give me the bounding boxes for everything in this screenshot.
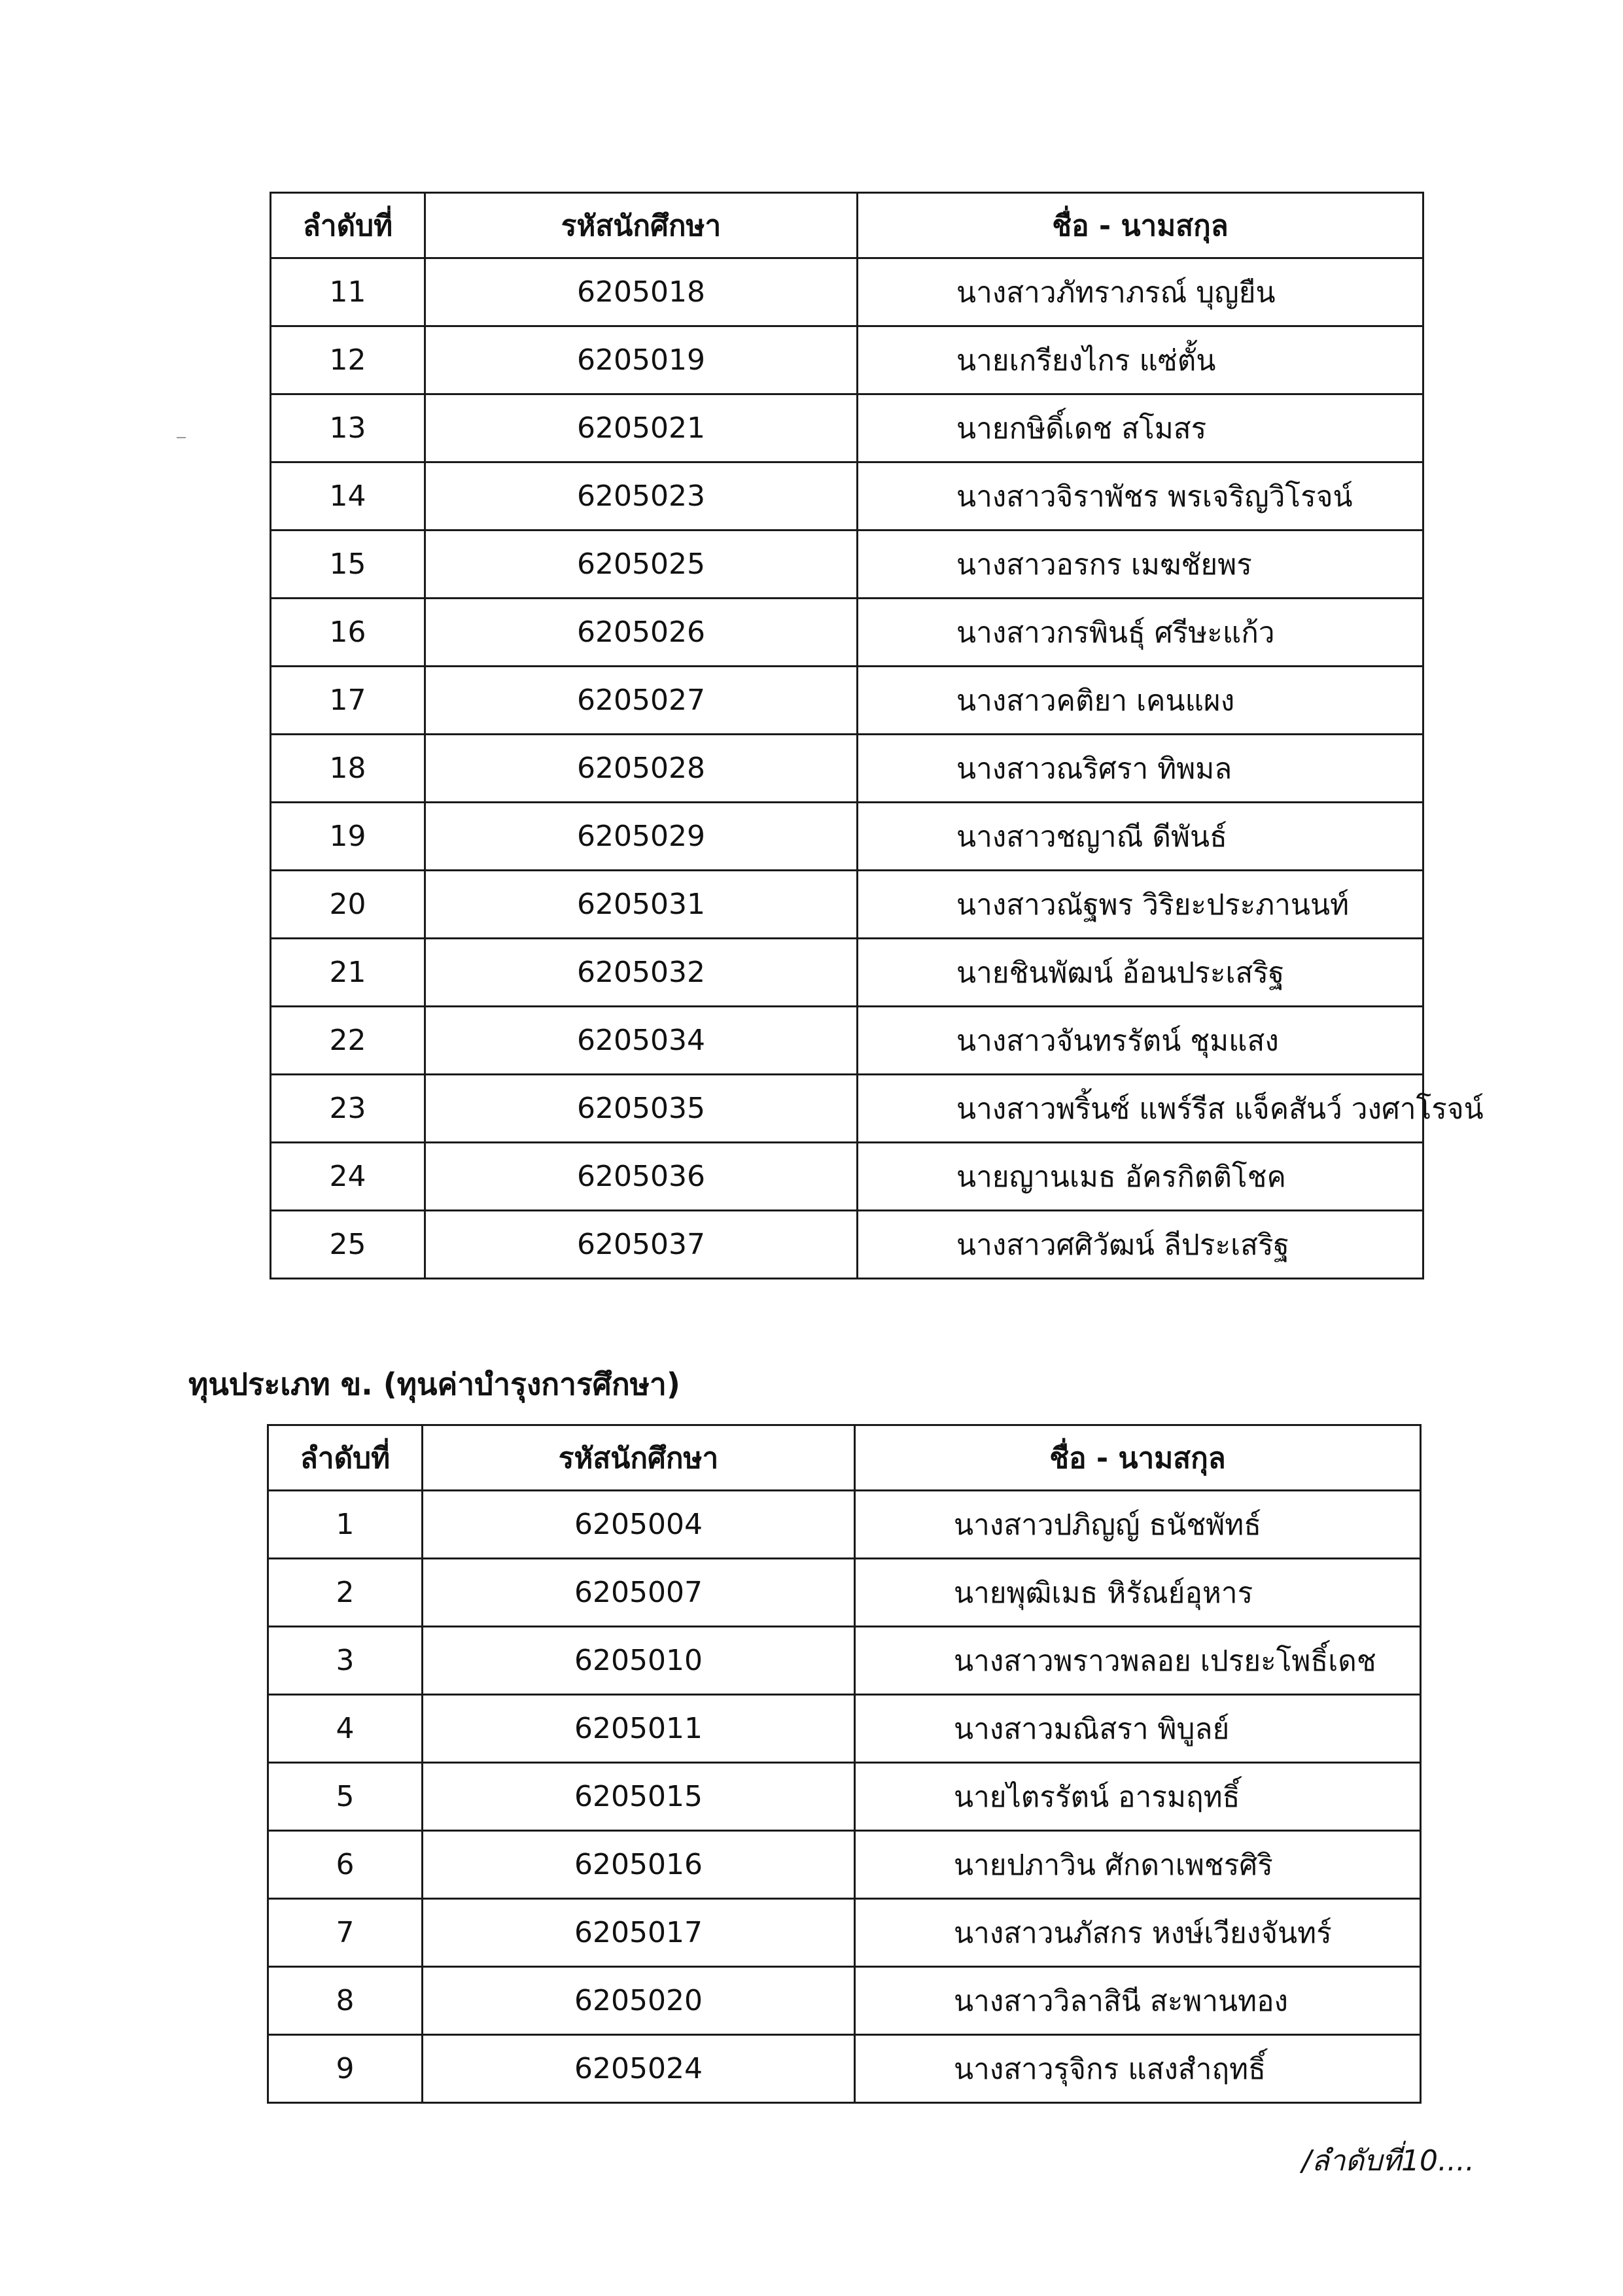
- table-row: [271, 1075, 1423, 1143]
- row-full-name: นายเกรียงไกร แซ่ตั้น: [858, 326, 1423, 394]
- header-student-id: รหัสนักศึกษา: [423, 1425, 855, 1491]
- table-row: [271, 462, 1423, 531]
- row-full-name: นางสาวจันทรรัตน์ ชุมแสง: [858, 1007, 1423, 1075]
- table-row: [268, 1627, 1421, 1695]
- table-row: [268, 1899, 1421, 1967]
- header-order: ลำดับที่: [268, 1425, 423, 1491]
- section-heading-scholarship-b: ทุนประเภท ข. (ทุนค่าบำรุงการศึกษา): [188, 1366, 680, 1402]
- row-full-name: นางสาวพราวพลอย เปรยะโพธิ์เดช: [855, 1627, 1421, 1695]
- row-order: 21: [271, 939, 425, 1007]
- row-full-name: นางสาวชญาณี ดีพันธ์: [858, 803, 1423, 871]
- table-row: [271, 326, 1423, 394]
- row-full-name: นางสาวอรกร เมฆชัยพร: [858, 531, 1423, 599]
- row-order: 25: [271, 1211, 425, 1279]
- row-student-id: 6205034: [425, 1007, 858, 1075]
- row-student-id: 6205018: [425, 258, 858, 326]
- continuation-note: /ลำดับที่10....: [1302, 2144, 1475, 2178]
- table-row: [268, 1763, 1421, 1831]
- row-full-name: นายพุฒิเมธ หิรัณย์อุหาร: [855, 1559, 1421, 1627]
- table-row: [268, 2035, 1421, 2103]
- row-order: 19: [271, 803, 425, 871]
- header-full-name: ชื่อ - นามสกุล: [858, 193, 1423, 258]
- table-row: [271, 735, 1423, 803]
- row-student-id: 6205023: [425, 462, 858, 531]
- row-student-id: 6205028: [425, 735, 858, 803]
- row-order: 14: [271, 462, 425, 531]
- row-full-name: นางสาวรุจิกร แสงสำฤทธิ์: [855, 2035, 1421, 2103]
- row-full-name: นายกษิดิ์เดช สโมสร: [858, 394, 1423, 462]
- table-row: [271, 531, 1423, 599]
- table-row: [268, 1695, 1421, 1763]
- row-order: 4: [268, 1695, 423, 1763]
- row-student-id: 6205015: [423, 1763, 855, 1831]
- row-student-id: 6205019: [425, 326, 858, 394]
- row-order: 13: [271, 394, 425, 462]
- row-order: 23: [271, 1075, 425, 1143]
- row-order: 1: [268, 1491, 423, 1559]
- row-order: 24: [271, 1143, 425, 1211]
- row-student-id: 6205029: [425, 803, 858, 871]
- table-row: [271, 1007, 1423, 1075]
- row-order: 12: [271, 326, 425, 394]
- row-full-name: นายชินพัฒน์ อ้อนประเสริฐ: [858, 939, 1423, 1007]
- table-row: [271, 871, 1423, 939]
- table-row: [271, 599, 1423, 667]
- table-row: [271, 667, 1423, 735]
- row-order: 11: [271, 258, 425, 326]
- table-header-row: [268, 1425, 1421, 1491]
- row-full-name: นางสาวภัทราภรณ์ บุญยืน: [858, 258, 1423, 326]
- table-row: [271, 1143, 1423, 1211]
- row-full-name: นายญานเมธ อัครกิตติโชค: [858, 1143, 1423, 1211]
- row-student-id: 6205010: [423, 1627, 855, 1695]
- row-student-id: 6205016: [423, 1831, 855, 1899]
- table-row: [268, 1559, 1421, 1627]
- row-order: 7: [268, 1899, 423, 1967]
- row-full-name: นายปภาวิน ศักดาเพชรศิริ: [855, 1831, 1421, 1899]
- row-student-id: 6205024: [423, 2035, 855, 2103]
- table-row: [268, 1967, 1421, 2035]
- row-order: 3: [268, 1627, 423, 1695]
- row-full-name: นางสาวจิราพัชร พรเจริญวิโรจน์: [858, 462, 1423, 531]
- row-order: 8: [268, 1967, 423, 2035]
- row-full-name: นางสาวนภัสกร หงษ์เวียงจันทร์: [855, 1899, 1421, 1967]
- table-row: [271, 258, 1423, 326]
- student-table-scholarship-b: [267, 1424, 1422, 2104]
- row-full-name: นางสาวกรพินธุ์ ศรีษะแก้ว: [858, 599, 1423, 667]
- header-full-name: ชื่อ - นามสกุล: [855, 1425, 1421, 1491]
- row-student-id: 6205037: [425, 1211, 858, 1279]
- table-row: [271, 803, 1423, 871]
- row-student-id: 6205020: [423, 1967, 855, 2035]
- table-row: [268, 1491, 1421, 1559]
- row-student-id: 6205032: [425, 939, 858, 1007]
- table-header-row: [271, 193, 1423, 258]
- row-order: 16: [271, 599, 425, 667]
- row-full-name: นางสาววิลาสินี สะพานทอง: [855, 1967, 1421, 2035]
- row-full-name: นางสาวพริ้นซ์ แพร์รีส แจ็คสันว์ วงศาโรจน์: [858, 1075, 1423, 1143]
- row-full-name: นางสาวณัฐพร วิริยะประภานนท์: [858, 871, 1423, 939]
- row-student-id: 6205004: [423, 1491, 855, 1559]
- row-full-name: นางสาวศศิวัฒน์ ลีประเสริฐ: [858, 1211, 1423, 1279]
- row-order: 18: [271, 735, 425, 803]
- header-student-id: รหัสนักศึกษา: [425, 193, 858, 258]
- row-order: 15: [271, 531, 425, 599]
- row-student-id: 6205021: [425, 394, 858, 462]
- row-student-id: 6205026: [425, 599, 858, 667]
- row-full-name: นางสาวณริศรา ทิพมล: [858, 735, 1423, 803]
- header-order: ลำดับที่: [271, 193, 425, 258]
- row-full-name: นางสาวปภิญญ์ ธนัชพัทธ์: [855, 1491, 1421, 1559]
- table-row: [271, 939, 1423, 1007]
- student-table-continued: [270, 192, 1484, 1279]
- row-student-id: 6205025: [425, 531, 858, 599]
- row-student-id: 6205027: [425, 667, 858, 735]
- table-row: [271, 1211, 1423, 1279]
- row-student-id: 6205007: [423, 1559, 855, 1627]
- table-row: [268, 1831, 1421, 1899]
- row-order: 22: [271, 1007, 425, 1075]
- margin-mark: [177, 437, 186, 438]
- row-full-name: นางสาวคติยา เคนแผง: [858, 667, 1423, 735]
- table-row: [271, 394, 1423, 462]
- row-student-id: 6205031: [425, 871, 858, 939]
- row-order: 20: [271, 871, 425, 939]
- row-full-name: นายไตรรัตน์ อารมฤทธิ์: [855, 1763, 1421, 1831]
- row-student-id: 6205035: [425, 1075, 858, 1143]
- row-student-id: 6205017: [423, 1899, 855, 1967]
- row-full-name: นางสาวมณิสรา พิบูลย์: [855, 1695, 1421, 1763]
- row-order: 17: [271, 667, 425, 735]
- row-student-id: 6205011: [423, 1695, 855, 1763]
- row-order: 9: [268, 2035, 423, 2103]
- row-student-id: 6205036: [425, 1143, 858, 1211]
- row-order: 6: [268, 1831, 423, 1899]
- row-order: 2: [268, 1559, 423, 1627]
- row-order: 5: [268, 1763, 423, 1831]
